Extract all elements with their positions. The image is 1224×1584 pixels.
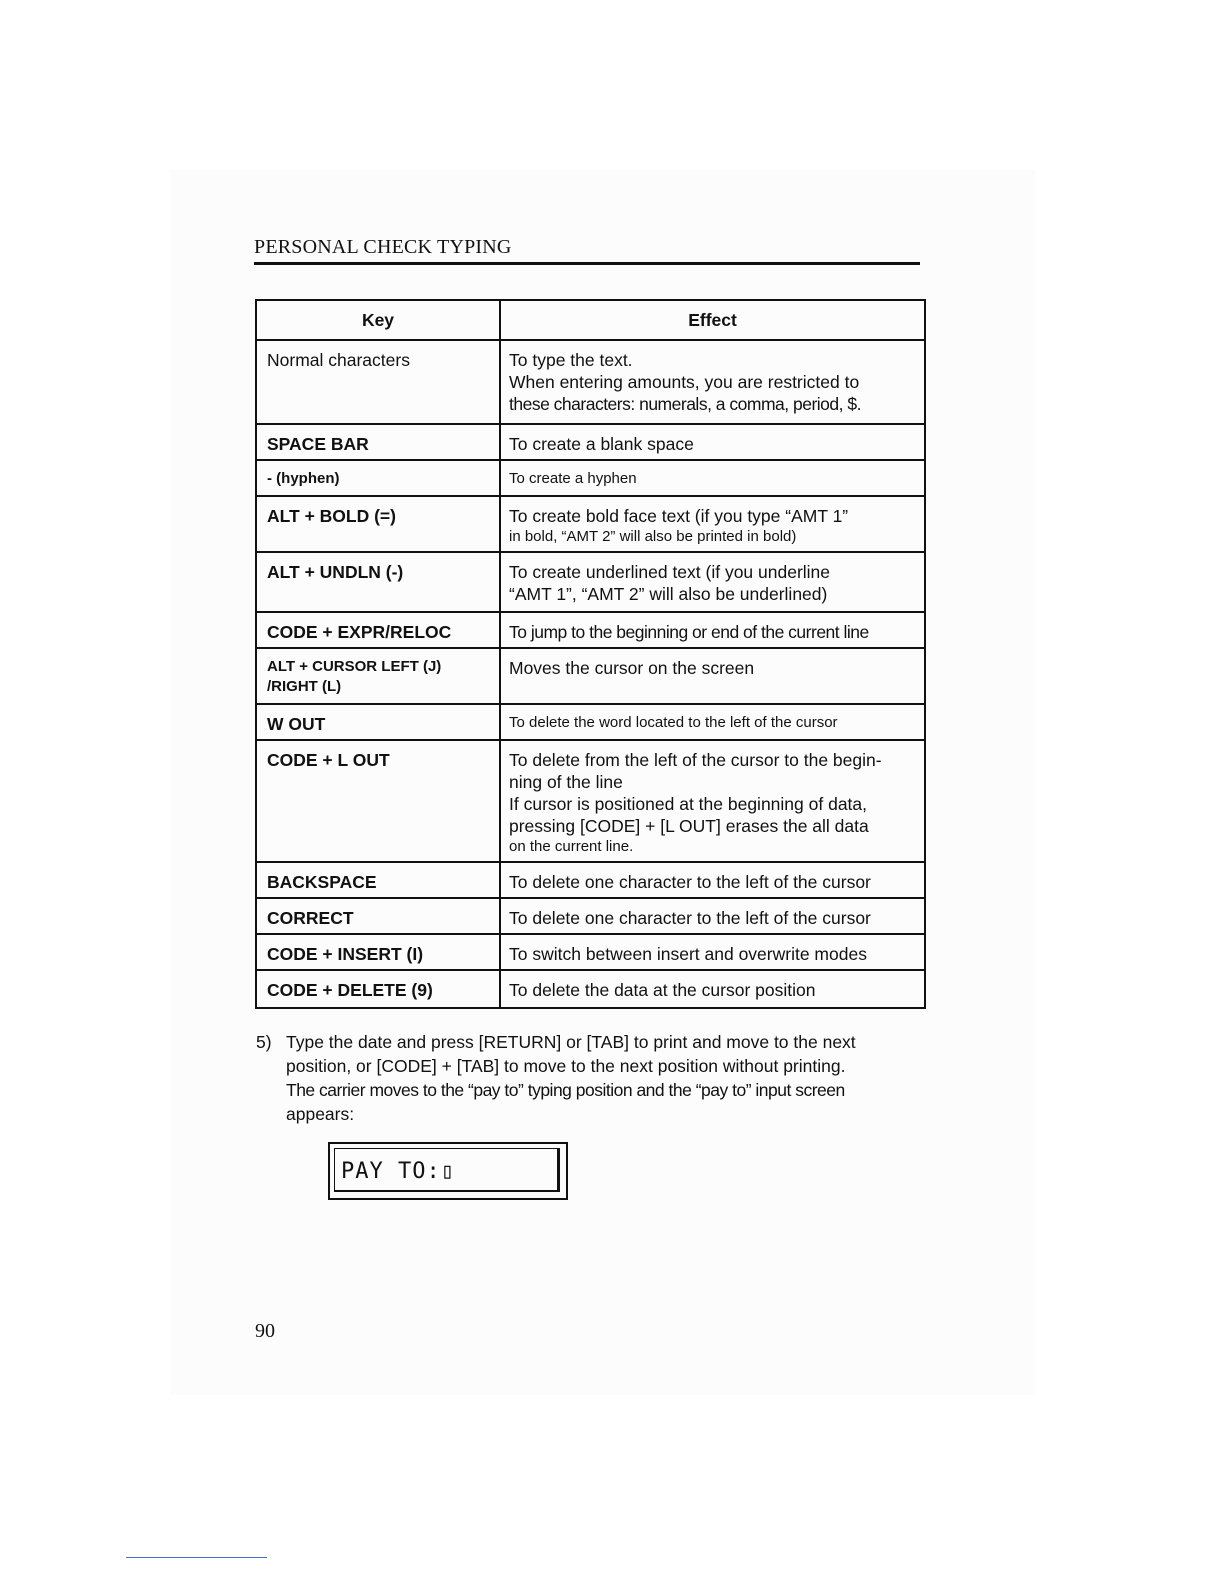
effect-line: To create a blank space	[509, 434, 694, 454]
key-line: ALT + CURSOR LEFT (J)	[267, 658, 442, 675]
effect-line: To switch between insert and overwrite modes	[509, 944, 867, 964]
key-column-header: Key	[256, 300, 500, 340]
effect-cell	[500, 496, 925, 552]
effect-cell	[500, 704, 925, 740]
effect-line: To type the text.	[509, 350, 633, 370]
step-line: position, or [CODE] + [TAB] to move to the next position without printing.	[286, 1056, 846, 1076]
lcd-screen	[334, 1148, 560, 1192]
effect-cell	[500, 460, 925, 496]
key-cell: CODE + L OUT	[256, 740, 500, 862]
effect-cell	[500, 552, 925, 612]
key-cell: W OUT	[256, 704, 500, 740]
effect-line: To delete one character to the left of the cursor	[509, 872, 871, 892]
page-number: 90	[255, 1320, 275, 1342]
table-row	[256, 862, 925, 898]
table-row	[256, 340, 925, 424]
key-effect-table	[255, 299, 926, 1009]
effect-line: in bold, “AMT 2” will also be printed in bold)	[509, 528, 797, 545]
key-cell: CORRECT	[256, 898, 500, 934]
step-text	[286, 1030, 926, 1126]
table-row	[256, 704, 925, 740]
effect-line: ning of the line	[509, 772, 623, 792]
effect-cell	[500, 340, 925, 424]
lcd-display	[328, 1142, 568, 1200]
key-cell: CODE + EXPR/RELOC	[256, 612, 500, 648]
effect-cell	[500, 612, 925, 648]
step-number: 5)	[256, 1032, 272, 1052]
effect-cell	[500, 862, 925, 898]
key-cell: CODE + DELETE (9)	[256, 970, 500, 1008]
effect-line: on the current line.	[509, 838, 634, 855]
effect-cell	[500, 898, 925, 934]
table-row	[256, 460, 925, 496]
table-row	[256, 424, 925, 460]
effect-line: To create bold face text (if you type “AMT 1”	[509, 506, 849, 526]
effect-line: If cursor is positioned at the beginning of data,	[509, 794, 868, 814]
header-rule	[254, 262, 920, 265]
key-cell: ALT + BOLD (=)	[256, 496, 500, 552]
effect-line: To jump to the beginning or end of the current line	[509, 622, 869, 642]
effect-line: “AMT 1”, “AMT 2” will also be underlined)	[509, 584, 828, 604]
table-row	[256, 898, 925, 934]
table-row	[256, 552, 925, 612]
key-cell	[256, 648, 500, 704]
effect-cell	[500, 424, 925, 460]
step-line: appears:	[286, 1104, 355, 1124]
effect-cell	[500, 648, 925, 704]
table-row	[256, 934, 925, 970]
lcd-text: PAY TO:▯	[341, 1159, 455, 1184]
key-line: /RIGHT (L)	[267, 678, 342, 695]
table-row	[256, 496, 925, 552]
table-row	[256, 740, 925, 862]
key-cell: ALT + UNDLN (-)	[256, 552, 500, 612]
footer-link-line	[126, 1557, 267, 1558]
key-cell: - (hyphen)	[256, 460, 500, 496]
step-line: The carrier moves to the “pay to” typing position and the “pay to” input screen	[286, 1080, 845, 1100]
effect-line: To create a hyphen	[509, 470, 637, 487]
key-cell: SPACE BAR	[256, 424, 500, 460]
effect-line: To delete one character to the left of the cursor	[509, 908, 871, 928]
effect-cell	[500, 970, 925, 1008]
effect-line: To create underlined text (if you underline	[509, 562, 831, 582]
page-header: PERSONAL CHECK TYPING	[254, 236, 512, 258]
effect-line: To delete the word located to the left of the cursor	[509, 714, 838, 731]
table-row	[256, 612, 925, 648]
effect-line: To delete the data at the cursor position	[509, 980, 816, 1000]
effect-line: these characters: numerals, a comma, period, $.	[509, 394, 861, 414]
effect-line: When entering amounts, you are restricted to	[509, 372, 860, 392]
effect-line: Moves the cursor on the screen	[509, 658, 755, 678]
effect-line: pressing [CODE] + [L OUT] erases the all data	[509, 816, 869, 836]
table-row	[256, 648, 925, 704]
effect-column-header: Effect	[500, 300, 925, 340]
key-cell: BACKSPACE	[256, 862, 500, 898]
key-cell: CODE + INSERT (I)	[256, 934, 500, 970]
step-line: Type the date and press [RETURN] or [TAB] to print and move to the next	[286, 1032, 856, 1052]
key-cell: Normal characters	[256, 340, 500, 424]
table-header-row	[256, 300, 925, 340]
effect-cell	[500, 740, 925, 862]
effect-cell	[500, 934, 925, 970]
effect-line: To delete from the left of the cursor to the begin-	[509, 750, 882, 770]
table-row	[256, 970, 925, 1008]
